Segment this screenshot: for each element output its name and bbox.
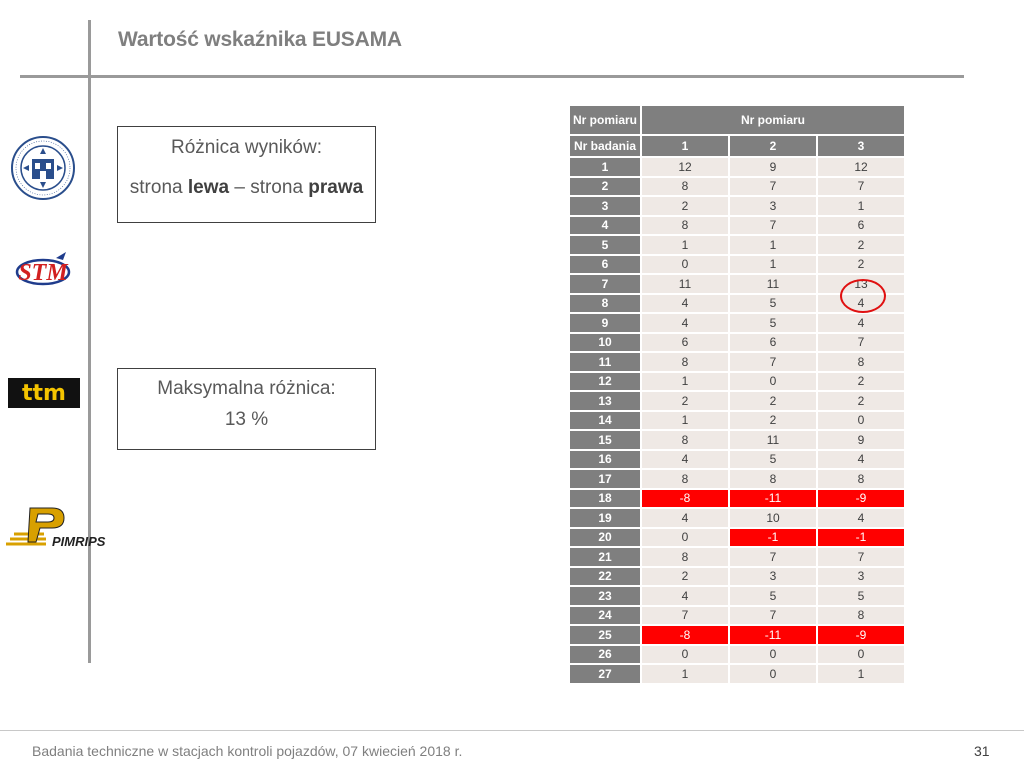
table-cell: 5: [730, 314, 816, 332]
table-cell: 8: [818, 353, 904, 371]
ttm-logo: [8, 378, 80, 408]
max-difference-value: 13 %: [224, 409, 269, 430]
table-cell: 0: [730, 373, 816, 391]
table-row: [570, 665, 904, 683]
table-cell: -8: [642, 490, 728, 508]
table-row: [570, 314, 904, 332]
table-cell: 2: [818, 256, 904, 274]
table-cell: 7: [730, 217, 816, 235]
table-cell: 12: [818, 158, 904, 176]
table-row: [570, 626, 904, 644]
table-cell: 7: [730, 607, 816, 625]
table-cell: 0: [730, 646, 816, 664]
table-cell: 8: [642, 431, 728, 449]
row-number: 17: [570, 470, 640, 488]
table-row: [570, 412, 904, 430]
footer-divider: [0, 730, 1024, 731]
table-cell: -1: [730, 529, 816, 547]
table-cell: 11: [730, 431, 816, 449]
table-cell: 4: [642, 314, 728, 332]
table-cell: 11: [642, 275, 728, 293]
row-number: 13: [570, 392, 640, 410]
table-row: [570, 353, 904, 371]
column-header: 2: [730, 136, 816, 156]
row-number: 20: [570, 529, 640, 547]
table-cell: 0: [642, 646, 728, 664]
table-cell: 11: [730, 275, 816, 293]
table-cell: -11: [730, 490, 816, 508]
table-cell: 1: [642, 373, 728, 391]
table-cell: 7: [818, 334, 904, 352]
table-cell: 9: [818, 431, 904, 449]
table-row: [570, 256, 904, 274]
row-number: 4: [570, 217, 640, 235]
table-row: [570, 529, 904, 547]
difference-box: [117, 126, 376, 223]
table-cell: 6: [818, 217, 904, 235]
row-number: 16: [570, 451, 640, 469]
svg-text:PIMRIPS: PIMRIPS: [52, 534, 106, 549]
table-row: [570, 236, 904, 254]
group-header: Nr pomiaru: [642, 106, 904, 134]
table-cell: 1: [730, 236, 816, 254]
table-row: [570, 197, 904, 215]
corner-header: Nr pomiaru: [570, 106, 640, 134]
table-cell: 3: [818, 568, 904, 586]
table-cell: 8: [818, 607, 904, 625]
row-number: 7: [570, 275, 640, 293]
table-cell: 4: [818, 295, 904, 313]
table-cell: 2: [818, 373, 904, 391]
table-cell: 8: [818, 470, 904, 488]
svg-text:ttm: ttm: [22, 381, 66, 406]
table-cell: 9: [730, 158, 816, 176]
row-number: 19: [570, 509, 640, 527]
table-cell: -1: [818, 529, 904, 547]
difference-formula: [118, 177, 375, 199]
row-number: 22: [570, 568, 640, 586]
row-number: 14: [570, 412, 640, 430]
table-cell: 13: [818, 275, 904, 293]
row-number: 8: [570, 295, 640, 313]
measurements-table: [568, 104, 906, 685]
row-number: 5: [570, 236, 640, 254]
table-cell: 7: [730, 548, 816, 566]
table-cell: 8: [730, 470, 816, 488]
table-cell: 1: [730, 256, 816, 274]
table-cell: 5: [730, 451, 816, 469]
max-difference-title: Maksymalna różnica:: [157, 378, 336, 399]
table-cell: 2: [730, 392, 816, 410]
svg-text:STM: STM: [18, 260, 68, 286]
table-cell: 0: [818, 412, 904, 430]
formula-right: prawa: [308, 177, 364, 198]
table-row: [570, 568, 904, 586]
vertical-divider: [88, 20, 91, 663]
table-cell: 7: [818, 178, 904, 196]
table-cell: 1: [642, 236, 728, 254]
table-cell: 2: [642, 197, 728, 215]
row-number: 11: [570, 353, 640, 371]
formula-text: strona: [129, 177, 188, 198]
table-cell: 8: [642, 217, 728, 235]
table-cell: 1: [642, 665, 728, 683]
row-number: 12: [570, 373, 640, 391]
table-cell: 5: [730, 295, 816, 313]
table-cell: 4: [642, 587, 728, 605]
row-header-label: Nr badania: [570, 136, 640, 156]
table-cell: 2: [642, 392, 728, 410]
table-cell: 6: [730, 334, 816, 352]
difference-title: Różnica wyników:: [171, 137, 322, 158]
table-row: [570, 451, 904, 469]
table-cell: -8: [642, 626, 728, 644]
table-row: [570, 509, 904, 527]
table-cell: 4: [642, 295, 728, 313]
table-cell: 8: [642, 548, 728, 566]
table-row: [570, 334, 904, 352]
stm-logo: [14, 250, 72, 294]
highlight-circle: [840, 279, 886, 313]
table-row: [570, 607, 904, 625]
university-seal-logo: [10, 135, 76, 201]
table-cell: 1: [642, 412, 728, 430]
table-row: [570, 548, 904, 566]
row-number: 24: [570, 607, 640, 625]
table-row: [570, 217, 904, 235]
table-row: [570, 490, 904, 508]
row-number: 2: [570, 178, 640, 196]
row-number: 6: [570, 256, 640, 274]
table-cell: 4: [818, 509, 904, 527]
footer-text: Badania techniczne w stacjach kontroli pojazdów, 07 kwiecień 2018 r.: [32, 743, 463, 759]
table-cell: 1: [818, 665, 904, 683]
row-number: 21: [570, 548, 640, 566]
row-number: 10: [570, 334, 640, 352]
table-cell: 2: [730, 412, 816, 430]
table-cell: 8: [642, 470, 728, 488]
table-cell: 0: [730, 665, 816, 683]
table-cell: 0: [642, 529, 728, 547]
table-cell: 3: [730, 197, 816, 215]
table-row: [570, 178, 904, 196]
table-cell: 4: [642, 509, 728, 527]
slide-title: Wartość wskaźnika EUSAMA: [118, 28, 402, 51]
table-cell: 10: [730, 509, 816, 527]
table-cell: 7: [818, 548, 904, 566]
row-number: 26: [570, 646, 640, 664]
table-row: [570, 373, 904, 391]
table-cell: -9: [818, 490, 904, 508]
table-cell: -9: [818, 626, 904, 644]
table-cell: -11: [730, 626, 816, 644]
table-row: [570, 431, 904, 449]
column-header: 1: [642, 136, 728, 156]
row-number: 18: [570, 490, 640, 508]
formula-text: – strona: [229, 177, 309, 198]
row-number: 3: [570, 197, 640, 215]
table-cell: 4: [818, 314, 904, 332]
max-difference-box: [117, 368, 376, 450]
table-cell: 7: [730, 178, 816, 196]
row-number: 23: [570, 587, 640, 605]
table-cell: 12: [642, 158, 728, 176]
table-cell: 5: [730, 587, 816, 605]
table-cell: 2: [642, 568, 728, 586]
table-cell: 6: [642, 334, 728, 352]
table-cell: 3: [730, 568, 816, 586]
table-row: [570, 392, 904, 410]
table-row: [570, 646, 904, 664]
page-number: 31: [974, 743, 990, 759]
row-number: 1: [570, 158, 640, 176]
row-number: 9: [570, 314, 640, 332]
table-cell: 2: [818, 236, 904, 254]
row-number: 15: [570, 431, 640, 449]
table-row: [570, 470, 904, 488]
row-number: 25: [570, 626, 640, 644]
table-cell: 1: [818, 197, 904, 215]
title-underline: [20, 75, 964, 78]
table-cell: 0: [642, 256, 728, 274]
table-row: [570, 158, 904, 176]
formula-left: lewa: [187, 177, 230, 198]
table-cell: 8: [642, 178, 728, 196]
table-cell: 4: [642, 451, 728, 469]
table-cell: 7: [730, 353, 816, 371]
table-cell: 0: [818, 646, 904, 664]
table-cell: 5: [818, 587, 904, 605]
table-cell: 7: [642, 607, 728, 625]
column-header: 3: [818, 136, 904, 156]
pimrips-logo: [6, 504, 106, 550]
table-cell: 4: [818, 451, 904, 469]
table-cell: 2: [818, 392, 904, 410]
table-row: [570, 587, 904, 605]
table-cell: 8: [642, 353, 728, 371]
row-number: 27: [570, 665, 640, 683]
